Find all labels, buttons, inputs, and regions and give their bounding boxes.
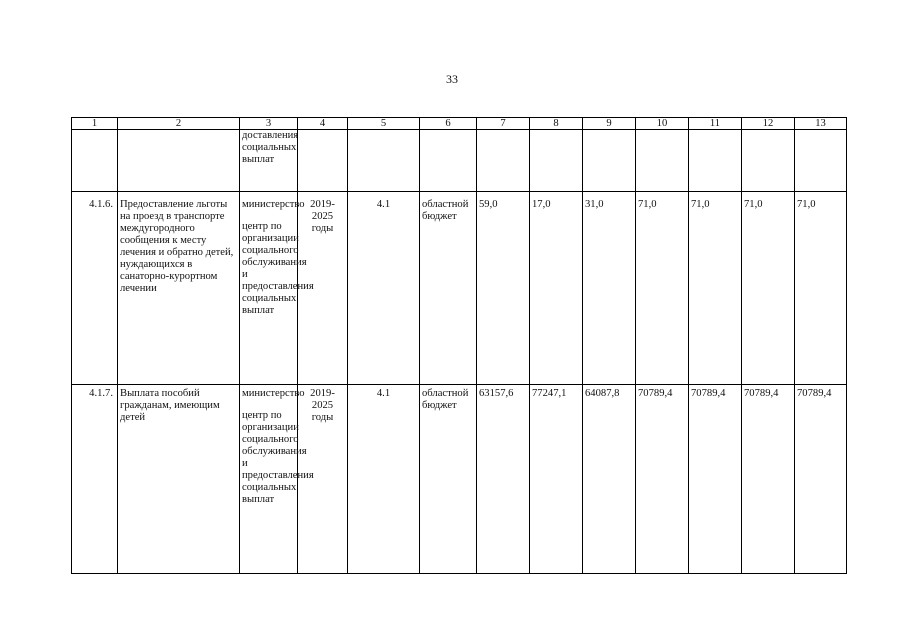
measure-name: Предоставление льготы на проезд в транспорте междугородного сообщения к месту лечения и обратно детей, нуждающихся в санаторно-курортном лечении [118,192,240,385]
executor-primary: министерство [242,388,305,399]
header-cell: 8 [530,118,583,130]
value-cell: 70789,4 [742,385,795,574]
indicator-ref: 4.1 [348,192,420,385]
table-cell [795,130,847,192]
value-cell: 71,0 [742,192,795,385]
table-cell [298,130,348,192]
value-cell: 71,0 [636,192,689,385]
executor-cell [240,385,314,574]
executor-cell [240,192,314,385]
table-cell [636,130,689,192]
period-cell: 2019-2025 годы [298,192,348,385]
table-row-continuation [72,130,847,192]
header-cell: 11 [689,118,742,130]
header-cell: 4 [298,118,348,130]
value-cell: 70789,4 [636,385,689,574]
funding-source: областной бюджет [420,192,477,385]
table-cell [742,130,795,192]
table-cell [72,130,118,192]
executor-primary: министерство [242,199,305,210]
table-cell [420,130,477,192]
period-cell: 2019-2025 годы [298,385,348,574]
header-cell: 12 [742,118,795,130]
executor-secondary: центр по организации социального обслуживания и предоставления социальных выплат [242,410,314,505]
value-cell: 70789,4 [795,385,847,574]
program-table [71,117,847,574]
header-cell: 5 [348,118,420,130]
table-cell [689,130,742,192]
value-cell: 31,0 [583,192,636,385]
header-cell: 7 [477,118,530,130]
value-cell: 59,0 [477,192,530,385]
table-header-row [72,118,847,130]
value-cell: 71,0 [795,192,847,385]
header-cell: 1 [72,118,118,130]
value-cell: 63157,6 [477,385,530,574]
indicator-ref: 4.1 [348,385,420,574]
row-number: 4.1.6. [72,192,118,385]
page-number: 33 [446,72,458,86]
header-cell: 9 [583,118,636,130]
executor-secondary: центр по организации социального обслуживания и предоставления социальных выплат [242,221,314,316]
table-cell [477,130,530,192]
executor-cell [240,130,298,192]
header-cell: 6 [420,118,477,130]
value-cell: 64087,8 [583,385,636,574]
funding-source: областной бюджет [420,385,477,574]
value-cell: 70789,4 [689,385,742,574]
table-cell [530,130,583,192]
value-cell: 17,0 [530,192,583,385]
header-cell: 13 [795,118,847,130]
value-cell: 71,0 [689,192,742,385]
measure-name: Выплата пособий гражданам, имеющим детей [118,385,240,574]
header-cell: 2 [118,118,240,130]
header-cell: 10 [636,118,689,130]
header-cell: 3 [240,118,298,130]
value-cell: 77247,1 [530,385,583,574]
table-cell [118,130,240,192]
table-cell [348,130,420,192]
executor-text: доставления социальных выплат [242,130,299,165]
row-number: 4.1.7. [72,385,118,574]
table-cell [583,130,636,192]
table-row [72,385,847,574]
table-row [72,192,847,385]
